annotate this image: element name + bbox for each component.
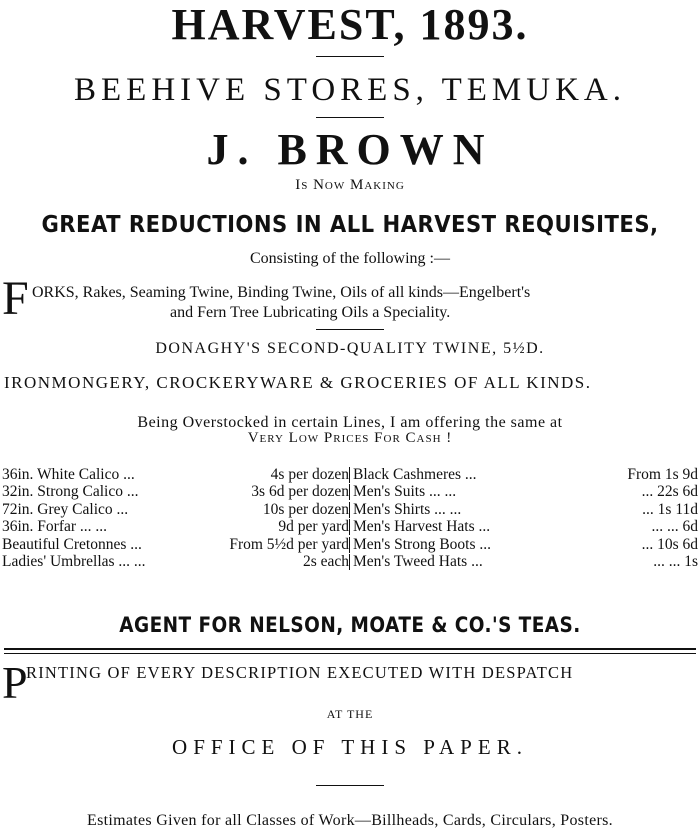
left-price: 9d per yard — [278, 518, 349, 536]
divider — [316, 117, 384, 118]
right-item: Men's Shirts ... ... — [353, 500, 462, 518]
left-price: From 5½d per yard — [229, 535, 349, 553]
right-item: Men's Tweed Hats ... — [353, 552, 483, 570]
column-divider — [349, 537, 350, 553]
drop-cap: P — [2, 657, 28, 708]
section-divider — [4, 648, 696, 650]
divider — [316, 785, 384, 786]
right-item: Men's Harvest Hats ... — [353, 518, 491, 536]
left-price: 2s each — [302, 552, 349, 570]
right-price: ... 10s 6d — [641, 535, 698, 553]
reductions-heading: GREAT REDUCTIONS IN ALL HARVEST REQUISITES, — [41, 212, 659, 238]
divider — [316, 56, 384, 57]
right-item: Black Cashmeres ... — [353, 466, 477, 483]
drop-cap: F — [2, 272, 29, 325]
price-row — [2, 466, 700, 483]
ironmongery-line: IRONMONGERY, CROCKERYWARE & GROCERIES OF ALL KINDS. — [4, 373, 592, 392]
left-item: 36in. Forfar ... ... — [2, 518, 108, 536]
column-divider — [349, 467, 350, 483]
price-row — [2, 536, 700, 553]
paragraph-line: ORKS, Rakes, Seaming Twine, Binding Twine, Oils of all kinds—Engelbert's — [32, 284, 531, 301]
left-item: 72in. Grey Calico ... — [2, 500, 129, 518]
office-line: OFFICE OF THIS PAPER. — [172, 735, 528, 759]
left-item: Beautiful Cretonnes ... — [2, 535, 142, 553]
printing-paragraph — [2, 657, 700, 708]
proprietor-name: J. BROWN — [206, 125, 494, 174]
store-name: BEEHIVE STORES, TEMUKA. — [74, 72, 626, 108]
right-price: ... ... 1s — [653, 552, 698, 570]
estimates-line: Estimates Given for all Classes of Work—Billheads, Cards, Circulars, Posters. — [87, 812, 613, 829]
column-divider — [349, 484, 350, 500]
right-price: ... 22s 6d — [641, 483, 698, 501]
divider — [316, 329, 384, 330]
twine-line: DONAGHY'S SECOND-QUALITY TWINE, 5½D. — [155, 340, 545, 357]
right-price: ... 1s 11d — [642, 500, 698, 518]
consisting-line: Consisting of the following :— — [250, 250, 450, 267]
forks-paragraph — [2, 272, 700, 325]
overstocked-line: Being Overstocked in certain Lines, I am offering the same at — [137, 414, 563, 431]
right-price: From 1s 9d — [627, 466, 698, 483]
left-item: Ladies' Umbrellas ... ... — [2, 552, 146, 570]
left-item: 32in. Strong Calico ... — [2, 483, 139, 501]
right-item: Men's Suits ... ... — [353, 483, 457, 501]
left-price: 10s per dozen — [262, 500, 349, 518]
paragraph-line: and Fern Tree Lubricating Oils a Speciality. — [170, 304, 451, 321]
headline: HARVEST, 1893. — [171, 0, 529, 49]
price-row — [2, 501, 700, 518]
section-divider — [4, 653, 696, 654]
left-item: 36in. White Calico ... — [2, 466, 135, 483]
price-list — [2, 466, 700, 570]
right-item: Men's Strong Boots ... — [353, 535, 492, 553]
low-prices-line: Very Low Prices For Cash ! — [247, 430, 453, 446]
left-price: 4s per dozen — [270, 466, 349, 483]
paragraph-line: RINTING OF EVERY DESCRIPTION EXECUTED WITH DESPATCH — [26, 663, 574, 682]
column-divider — [349, 519, 350, 535]
left-price: 3s 6d per dozen — [251, 483, 349, 501]
agent-line: AGENT FOR NELSON, MOATE & CO.'S TEAS. — [119, 613, 581, 637]
column-divider — [349, 502, 350, 518]
right-price: ... ... 6d — [651, 518, 698, 536]
price-row — [2, 553, 700, 570]
column-divider — [349, 554, 350, 570]
price-row — [2, 483, 700, 500]
at-the-line: AT THE — [326, 707, 374, 721]
now-making-line: Is Now Making — [295, 177, 405, 193]
price-row — [2, 518, 700, 535]
